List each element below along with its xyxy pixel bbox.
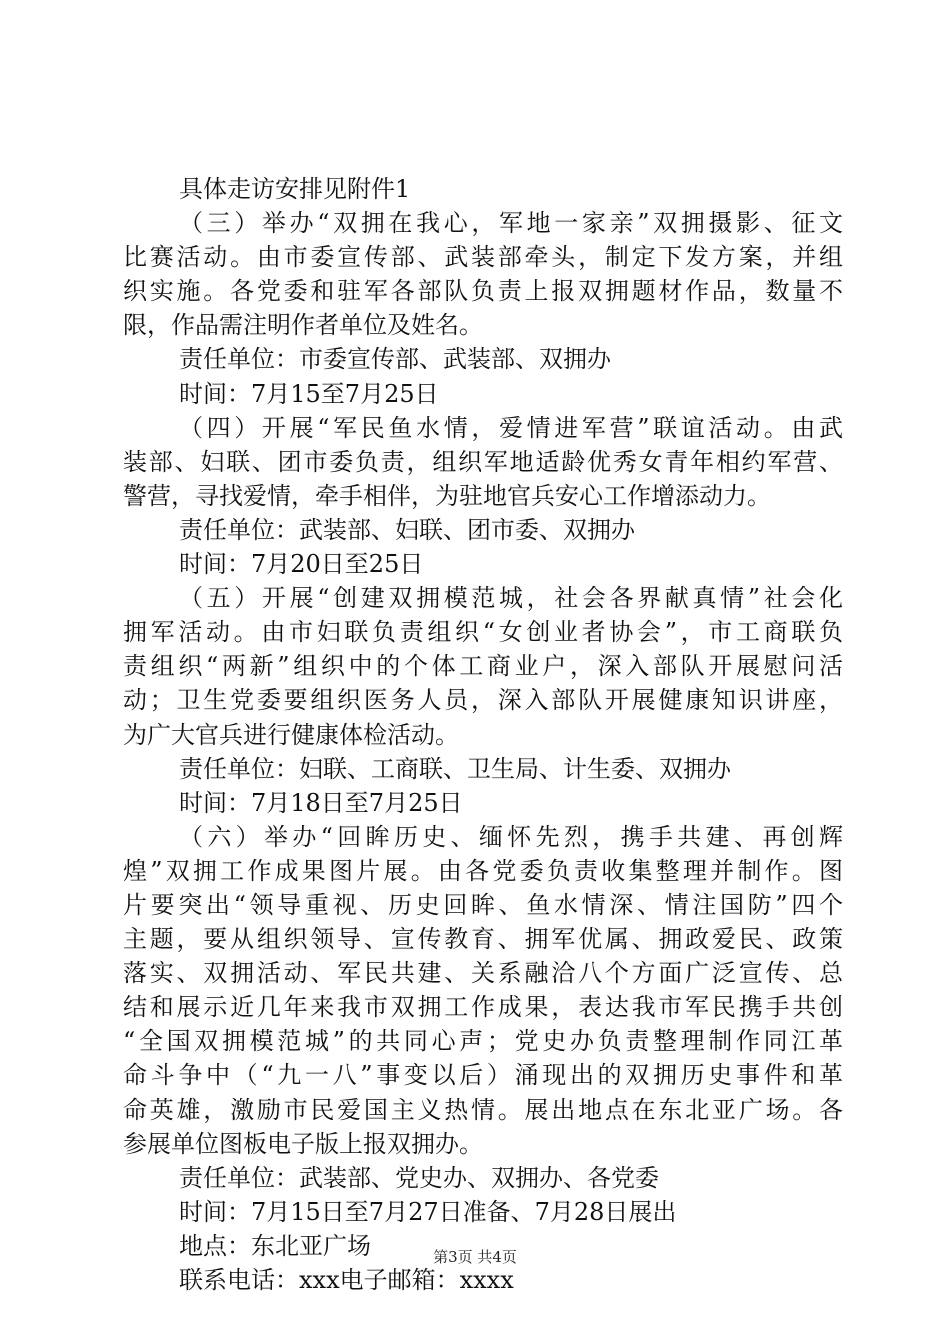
document-body [123, 172, 843, 1297]
text-line: 结和展示近几年来我市双拥工作成果，表达我市军民携手共创 [123, 993, 843, 1022]
text-line: （四）开展“军民鱼水情，爱情进军营”联谊活动。由武 [179, 413, 843, 442]
text-line: 警营，寻找爱情，牵手相伴，为驻地官兵安心工作增添动力。 [123, 481, 771, 510]
text-line: 为广大官兵进行健康体检活动。 [123, 720, 459, 749]
text-line: 时间：7月18日至7月25日 [179, 788, 463, 817]
text-line: 时间：7月20日至25日 [179, 550, 424, 579]
text-line: 联系电话：xxx电子邮箱：xxxx [179, 1266, 514, 1294]
text-line: 主题，要从组织领导、宣传教育、拥军优属、拥政爱民、政策 [123, 925, 843, 954]
text-line: （五）开展“创建双拥模范城，社会各界献真情”社会化 [179, 584, 843, 613]
text-line: （三）举办“双拥在我心，军地一家亲”双拥摄影、征文 [179, 209, 843, 238]
text-line: 责组织“两新”组织中的个体工商业户，深入部队开展慰问活 [123, 652, 843, 681]
text-line: 限，作品需注明作者单位及姓名。 [123, 311, 483, 340]
text-line: 织实施。各党委和驻军各部队负责上报双拥题材作品，数量不 [123, 277, 843, 306]
text-line: 比赛活动。由市委宣传部、武装部牵头，制定下发方案，并组 [123, 243, 843, 272]
text-line: 具体走访安排见附件1 [179, 175, 411, 203]
text-line: 责任单位：武装部、妇联、团市委、双拥办 [179, 515, 635, 544]
text-line: 地点：东北亚广场 [179, 1231, 371, 1260]
text-line: 参展单位图板电子版上报双拥办。 [123, 1129, 483, 1158]
text-line: 命英雄，激励市民爱国主义热情。展出地点在东北亚广场。各 [123, 1095, 843, 1124]
text-line: 煌”双拥工作成果图片展。由各党委负责收集整理并制作。图 [123, 856, 843, 885]
text-line: 时间：7月15至7月25日 [179, 379, 439, 408]
text-line: 装部、妇联、团市委负责，组织军地适龄优秀女青年相约军营、 [123, 447, 843, 476]
text-line: 责任单位：武装部、党史办、双拥办、各党委 [179, 1163, 659, 1192]
text-line: 拥军活动。由市妇联负责组织“女创业者协会”，市工商联负 [123, 618, 843, 647]
text-line: 责任单位：市委宣传部、武装部、双拥办 [179, 345, 611, 374]
text-line: 片要突出“领导重视、历史回眸、鱼水情深、情注国防”四个 [123, 890, 843, 919]
text-line: （六）举办“回眸历史、缅怀先烈，携手共建、再创辉 [179, 822, 843, 851]
page-footer: 第3页 共4页 [433, 1248, 517, 1266]
text-line: 命斗争中（“九一八”事变以后）涌现出的双拥历史事件和革 [123, 1061, 843, 1090]
text-line: 动；卫生党委要组织医务人员，深入部队开展健康知识讲座， [123, 686, 843, 715]
text-line: 时间：7月15日至7月27日准备、7月28日展出 [179, 1197, 677, 1226]
text-line: 责任单位：妇联、工商联、卫生局、计生委、双拥办 [179, 754, 731, 783]
text-line: 落实、双拥活动、军民共建、关系融洽八个方面广泛宣传、总 [123, 959, 843, 988]
text-line: “全国双拥模范城”的共同心声；党史办负责整理制作同江革 [123, 1027, 843, 1056]
